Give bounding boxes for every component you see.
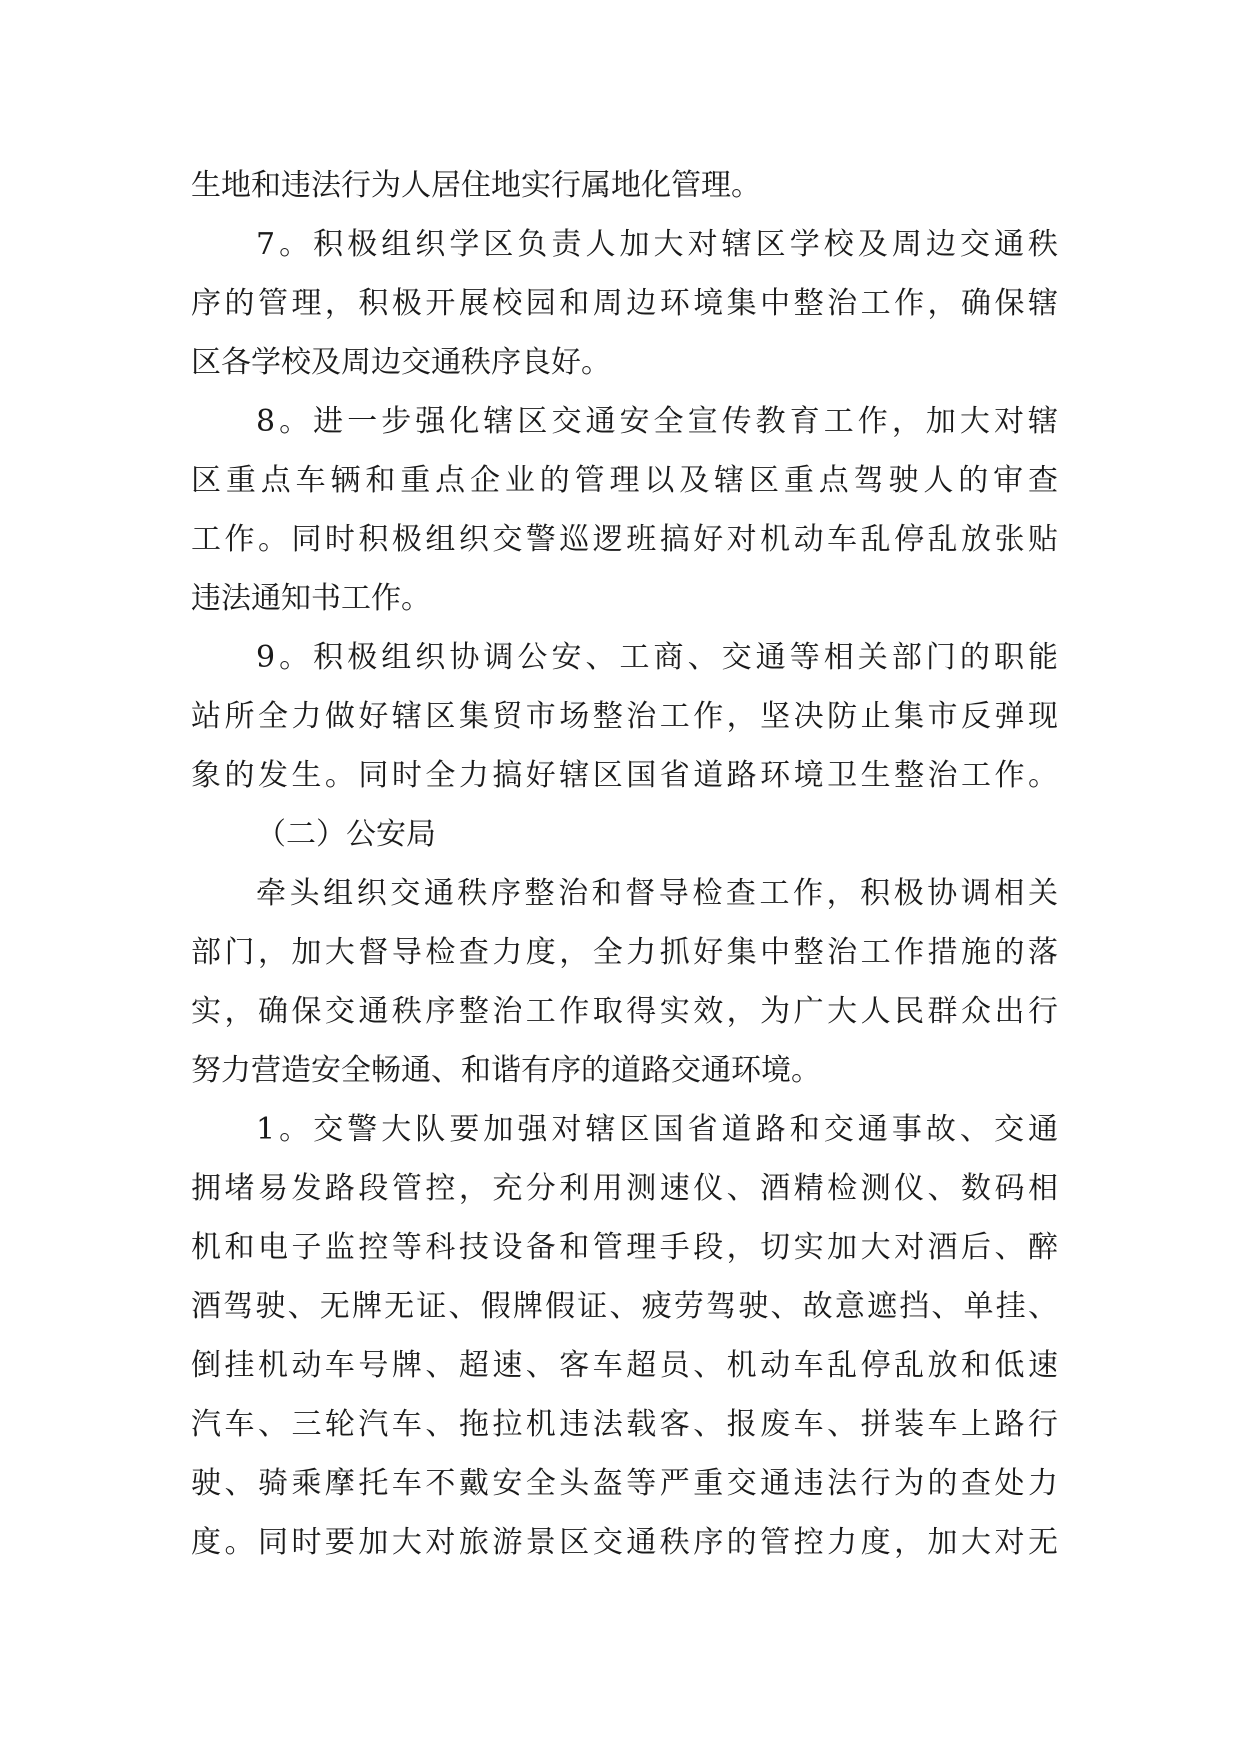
paragraph-continuation xyxy=(191,156,1058,215)
text-line: 生地和违法行为人居住地实行属地化管理。 xyxy=(191,168,761,203)
text-line: 拥堵易发路段管控，充分利用测速仪、酒精检测仪、数码相 xyxy=(191,1171,1058,1206)
section-heading xyxy=(191,805,1058,864)
paragraph-item-7 xyxy=(191,215,1058,392)
paragraph-section-intro xyxy=(191,864,1058,1100)
text-line: 部门，加大督导检查力度，全力抓好集中整治工作措施的落 xyxy=(191,935,1058,970)
text-line: 实，确保交通秩序整治工作取得实效，为广大人民群众出行 xyxy=(191,994,1058,1029)
text-line: 序的管理，积极开展校园和周边环境集中整治工作，确保辖 xyxy=(191,286,1058,321)
text-line: 度。同时要加大对旅游景区交通秩序的管控力度，加大对无 xyxy=(191,1525,1058,1560)
text-line: 区各学校及周边交通秩序良好。 xyxy=(191,345,611,380)
text-line: 违法通知书工作。 xyxy=(191,581,431,616)
text-line: 9。积极组织协调公安、工商、交通等相关部门的职能 xyxy=(256,640,1058,675)
text-line: 牵头组织交通秩序整治和督导检查工作，积极协调相关 xyxy=(256,876,1058,911)
text-line: 工作。同时积极组织交警巡逻班搞好对机动车乱停乱放张贴 xyxy=(191,522,1058,557)
paragraph-item-9 xyxy=(191,628,1058,805)
text-line: 象的发生。同时全力搞好辖区国省道路环境卫生整治工作。 xyxy=(191,758,1058,793)
section-heading-text: （二）公安局 xyxy=(256,817,436,852)
paragraph-item-1 xyxy=(191,1100,1058,1572)
text-line: 汽车、三轮汽车、拖拉机违法载客、报废车、拼装车上路行 xyxy=(191,1407,1058,1442)
paragraph-item-8 xyxy=(191,392,1058,628)
text-line: 驶、骑乘摩托车不戴安全头盔等严重交通违法行为的查处力 xyxy=(191,1466,1058,1501)
text-line: 机和电子监控等科技设备和管理手段，切实加大对酒后、醉 xyxy=(191,1230,1058,1265)
text-line: 7。积极组织学区负责人加大对辖区学校及周边交通秩 xyxy=(256,227,1058,262)
text-line: 区重点车辆和重点企业的管理以及辖区重点驾驶人的审查 xyxy=(191,463,1058,498)
document-body xyxy=(191,156,1058,1572)
text-line: 1。交警大队要加强对辖区国省道路和交通事故、交通 xyxy=(256,1112,1058,1147)
text-line: 努力营造安全畅通、和谐有序的道路交通环境。 xyxy=(191,1053,821,1088)
text-line: 8。进一步强化辖区交通安全宣传教育工作，加大对辖 xyxy=(256,404,1058,439)
text-line: 酒驾驶、无牌无证、假牌假证、疲劳驾驶、故意遮挡、单挂、 xyxy=(191,1289,1058,1324)
text-line: 倒挂机动车号牌、超速、客车超员、机动车乱停乱放和低速 xyxy=(191,1348,1058,1383)
text-line: 站所全力做好辖区集贸市场整治工作，坚决防止集市反弹现 xyxy=(191,699,1058,734)
